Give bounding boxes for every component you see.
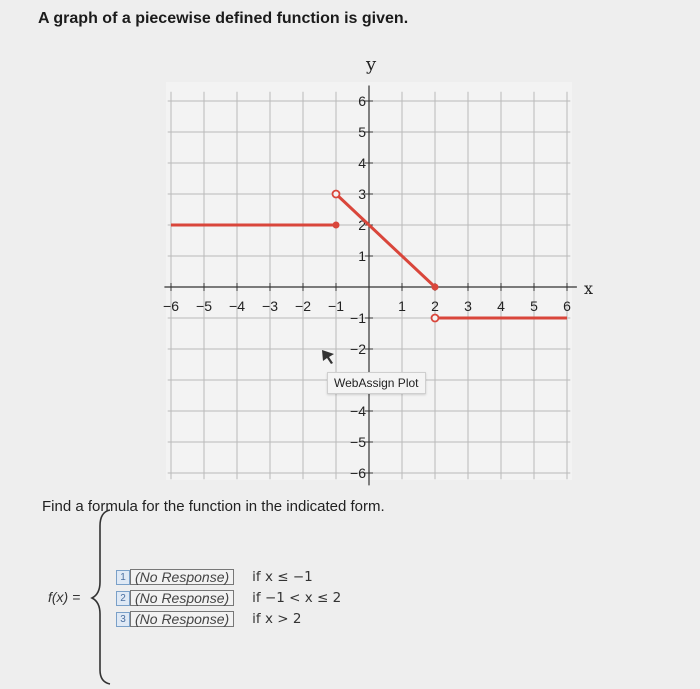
y-tick-label: 1 — [358, 248, 366, 264]
y-tick-label: −1 — [350, 310, 366, 326]
condition-1: if x ≤ −1 — [252, 569, 313, 585]
row-number: 2 — [116, 591, 130, 606]
response-input-1[interactable]: (No Response) — [130, 569, 234, 585]
response-input-3[interactable]: (No Response) — [130, 611, 234, 627]
x-tick-label: 4 — [497, 298, 505, 314]
x-tick-label: −5 — [196, 298, 212, 314]
x-tick-label: −2 — [295, 298, 311, 314]
x-tick-label: 6 — [563, 298, 571, 314]
y-tick-label: −4 — [350, 403, 366, 419]
y-tick-label: 5 — [358, 124, 366, 140]
x-tick-label: 5 — [530, 298, 538, 314]
x-tick-label: 1 — [398, 298, 406, 314]
response-input-2[interactable]: (No Response) — [130, 590, 234, 606]
open-point — [333, 191, 340, 198]
x-tick-label: −6 — [163, 298, 179, 314]
y-tick-label: 2 — [358, 217, 366, 233]
y-tick-label: 4 — [358, 155, 366, 171]
y-axis-label: y — [366, 54, 377, 75]
fx-label: f(x) = — [48, 589, 81, 605]
open-point — [432, 315, 439, 322]
y-tick-label: 3 — [358, 186, 366, 202]
x-tick-label: 2 — [431, 298, 439, 314]
y-tick-label: −6 — [350, 465, 366, 481]
x-tick-label: 3 — [464, 298, 472, 314]
prompt-text: Find a formula for the function in the indicated form. — [42, 498, 385, 515]
formula-row-1 — [116, 568, 313, 586]
y-tick-label: −5 — [350, 434, 366, 450]
closed-point — [333, 222, 340, 229]
row-number: 3 — [116, 612, 130, 627]
condition-3: if x > 2 — [252, 611, 302, 627]
condition-2: if −1 < x ≤ 2 — [252, 590, 342, 606]
x-axis-label: x — [584, 279, 594, 298]
x-tick-label: −4 — [229, 298, 245, 314]
formula-row-2 — [116, 589, 341, 607]
webassign-plot-tooltip: WebAssign Plot — [327, 372, 426, 394]
x-tick-label: −3 — [262, 298, 278, 314]
formula-row-3 — [116, 610, 301, 628]
x-tick-label: −1 — [328, 298, 344, 314]
row-number: 1 — [116, 570, 130, 585]
y-tick-label: −2 — [350, 341, 366, 357]
page-title: A graph of a piecewise defined function is given. — [38, 10, 409, 27]
closed-point — [432, 284, 439, 291]
y-tick-label: 6 — [358, 93, 366, 109]
